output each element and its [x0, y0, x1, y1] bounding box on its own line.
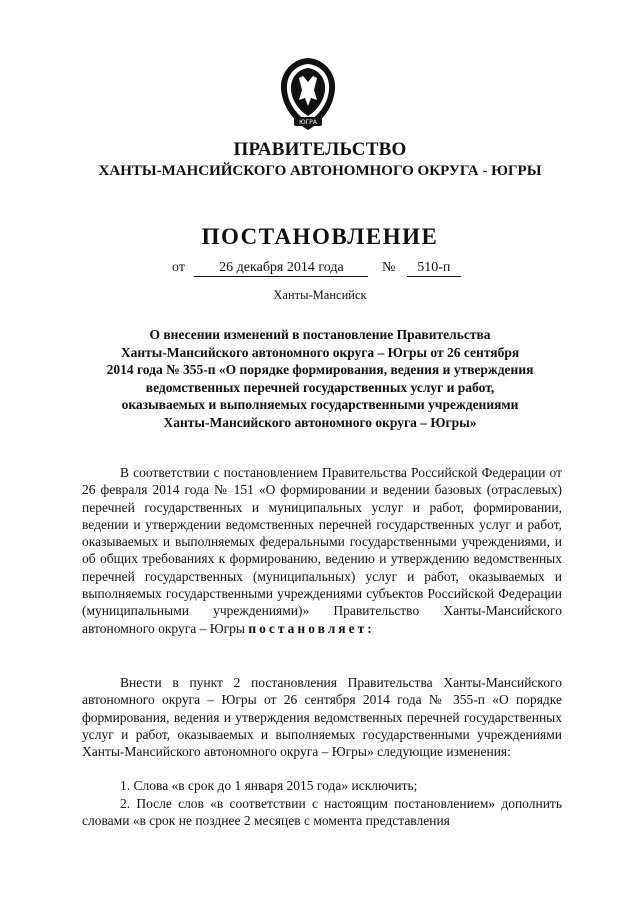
- subject-line: Ханты-Мансийского автономного округа – Югры от 26 сентября: [120, 344, 520, 360]
- subject-line: О внесении изменений в постановление Правительства: [149, 327, 491, 342]
- date-label: от: [172, 260, 185, 275]
- document-number: 510-п: [407, 259, 461, 277]
- preamble-text: В соответствии с постановлением Правительства Российской Федерации от 26 февраля 2014 года № 151 «О формировании и ведении базовых (отраслевых) перечней государственных и муниципальных услуг и работ, формировании, ведении и утверждении ведомственных перечней государственных услуг и работ, оказываемых и выполняемых федеральными государственными учреждениями, и об общих требованиях к формированию, ведению и утверждению ведомственных перечней государственных (муниципальных) услуг и работ, оказываемых и выполняемых государственными учреждениями субъектов Российской Федерации (муниципальными учреждениями)» Правительство Ханты-Мансийского автономного округа – Югры: [82, 465, 562, 636]
- emblem-label: ЮГРА: [299, 119, 317, 126]
- coat-of-arms-emblem: [277, 56, 339, 132]
- document-date-number-line: [172, 259, 461, 277]
- amendment-item-2: 2. После слов «в соответствии с настоящим постановлением» дополнить словами «в срок не позднее 2 месяцев с момента представления: [82, 796, 562, 829]
- body-paragraph-preamble: [82, 464, 562, 637]
- resolution-verb: постановляет:: [248, 620, 375, 636]
- number-label: №: [381, 260, 396, 275]
- document-date: 26 декабря 2014 года: [194, 259, 368, 277]
- body-paragraph-amendment: Внести в пункт 2 постановления Правительства Ханты-Мансийского автономного округа – Югры от 26 сентября 2014 года № 355-п «О порядке формирования, ведения и утверждения ведомственных перечней государственных услуг и работ, оказываемых и выполняемых государственными учреждениями Ханты-Мансийского автономного округа – Югры» следующие изменения:: [82, 675, 562, 760]
- subject-line: 2014 года № 355-п «О порядке формирования, ведения и утверждения: [106, 362, 534, 377]
- subject-line: Ханты-Мансийского автономного округа – Югры»: [163, 414, 477, 430]
- subject-line: ведомственных перечней государственных услуг и работ,: [145, 379, 495, 395]
- region-title: ХАНТЫ-МАНСИЙСКОГО АВТОНОМНОГО ОКРУГА - ЮГРЫ: [98, 163, 542, 179]
- document-type-title: ПОСТАНОВЛЕНИЕ: [201, 224, 439, 249]
- government-title: ПРАВИТЕЛЬСТВО: [233, 139, 407, 160]
- city-name: Ханты-Мансийск: [273, 288, 367, 302]
- subject-line: оказываемых и выполняемых государственными учреждениями: [121, 397, 519, 412]
- amendment-item-1: 1. Слова «в срок до 1 января 2015 года» исключить;: [120, 778, 418, 793]
- document-subject: [60, 326, 580, 431]
